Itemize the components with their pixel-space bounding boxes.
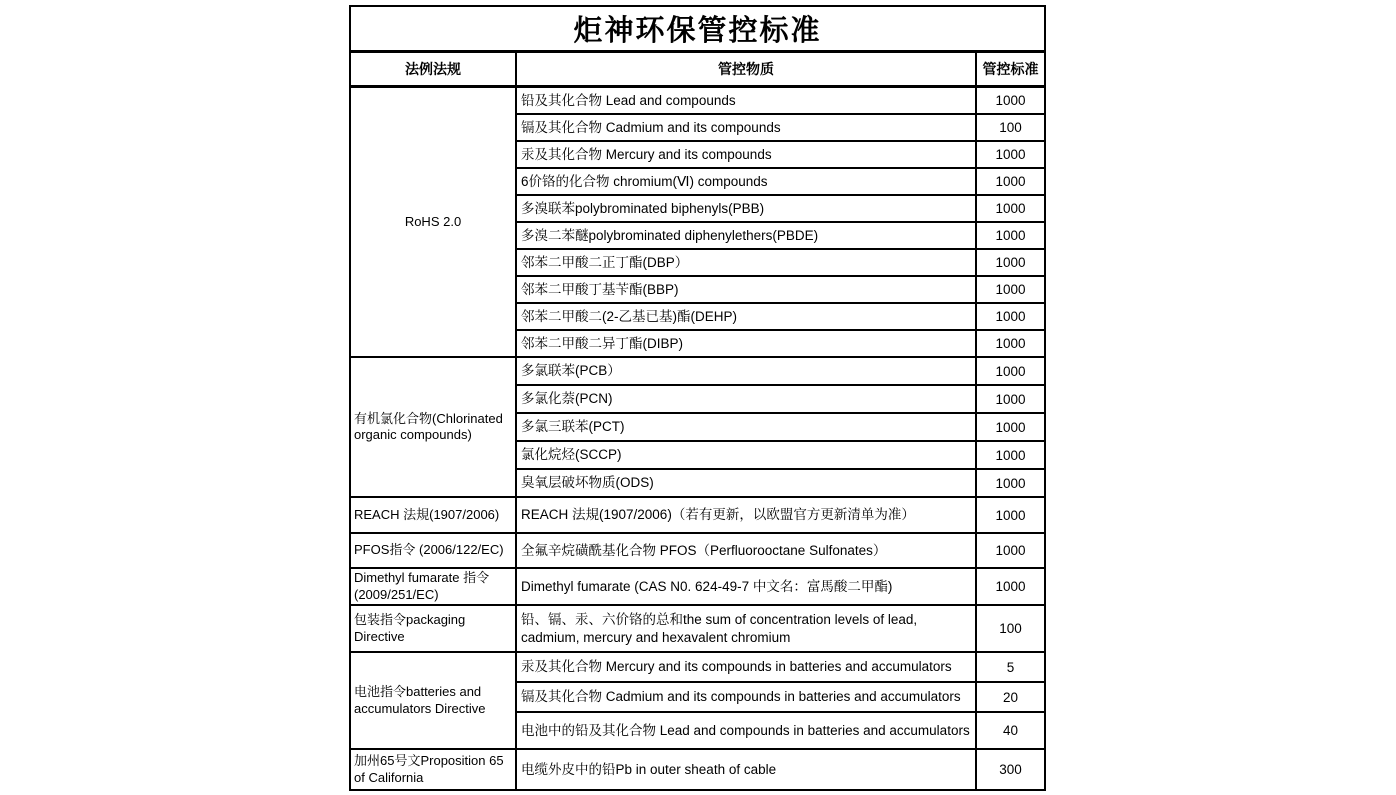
substance-cell: 汞及其化合物 Mercury and its compounds in batteries and accumulators: [516, 652, 976, 682]
substance-cell: 邻苯二甲酸二正丁酯(DBP）: [516, 249, 976, 276]
substance-cell: 邻苯二甲酸丁基苄酯(BBP): [516, 276, 976, 303]
page-title: 炬神环保管控标准: [350, 6, 1045, 52]
limit-cell: 100: [976, 114, 1045, 141]
limit-cell: 1000: [976, 222, 1045, 249]
limit-cell: 1000: [976, 357, 1045, 385]
limit-cell: 1000: [976, 413, 1045, 441]
limit-cell: 5: [976, 652, 1045, 682]
substance-cell: 多氯化萘(PCN): [516, 385, 976, 413]
limit-cell: 100: [976, 605, 1045, 652]
law-cell-batteries: 电池指令batteries and accumulators Directive: [350, 652, 516, 749]
substance-cell: 镉及其化合物 Cadmium and its compounds: [516, 114, 976, 141]
substance-cell: 铅、镉、汞、六价铬的总和the sum of concentration levels of lead, cadmium, mercury and hexavalent chromium: [516, 605, 976, 652]
substance-cell: 铅及其化合物 Lead and compounds: [516, 87, 976, 115]
limit-cell: 1000: [976, 303, 1045, 330]
substance-cell: REACH 法規(1907/2006)（若有更新，以欧盟官方更新清单为准）: [516, 497, 976, 533]
substance-cell: 电池中的铅及其化合物 Lead and compounds in batteries and accumulators: [516, 712, 976, 749]
substance-cell: 全氟辛烷磺酰基化合物 PFOS（Perfluorooctane Sulfonates）: [516, 533, 976, 568]
limit-cell: 1000: [976, 195, 1045, 222]
law-cell-chlorinated: 有机氯化合物(Chlorinated organic compounds): [350, 357, 516, 497]
substance-cell: 电缆外皮中的铅Pb in outer sheath of cable: [516, 749, 976, 790]
document-sheet: [349, 5, 1046, 791]
limit-cell: 1000: [976, 497, 1045, 533]
law-cell-pfos: PFOS指令 (2006/122/EC): [350, 533, 516, 568]
limit-cell: 20: [976, 682, 1045, 712]
standards-table: [349, 5, 1046, 791]
law-cell-rohs: RoHS 2.0: [350, 87, 516, 358]
limit-cell: 1000: [976, 141, 1045, 168]
limit-cell: 1000: [976, 249, 1045, 276]
limit-cell: 1000: [976, 330, 1045, 357]
limit-cell: 1000: [976, 441, 1045, 469]
substance-cell: 多氯联苯(PCB）: [516, 357, 976, 385]
law-cell-dimethyl-fumarate: Dimethyl fumarate 指令 (2009/251/EC): [350, 568, 516, 605]
law-cell-reach: REACH 法規(1907/2006): [350, 497, 516, 533]
limit-cell: 1000: [976, 168, 1045, 195]
limit-cell: 1000: [976, 276, 1045, 303]
substance-cell: 镉及其化合物 Cadmium and its compounds in batteries and accumulators: [516, 682, 976, 712]
law-cell-packaging: 包装指令packaging Directive: [350, 605, 516, 652]
limit-cell: 40: [976, 712, 1045, 749]
substance-cell: 多溴联苯polybrominated biphenyls(PBB): [516, 195, 976, 222]
substance-cell: 多氯三联苯(PCT): [516, 413, 976, 441]
substance-cell: 邻苯二甲酸二异丁酯(DIBP): [516, 330, 976, 357]
substance-cell: 6价铬的化合物 chromium(Ⅵ) compounds: [516, 168, 976, 195]
limit-cell: 1000: [976, 87, 1045, 115]
limit-cell: 1000: [976, 469, 1045, 497]
limit-cell: 1000: [976, 385, 1045, 413]
limit-cell: 1000: [976, 568, 1045, 605]
law-cell-prop65: 加州65号文Proposition 65 of California: [350, 749, 516, 790]
substance-cell: 多溴二苯醚polybrominated diphenylethers(PBDE): [516, 222, 976, 249]
substance-cell: 臭氧层破坏物质(ODS): [516, 469, 976, 497]
substance-cell: 汞及其化合物 Mercury and its compounds: [516, 141, 976, 168]
limit-cell: 1000: [976, 533, 1045, 568]
limit-cell: 300: [976, 749, 1045, 790]
substance-cell: 邻苯二甲酸二(2-乙基已基)酯(DEHP): [516, 303, 976, 330]
substance-cell: 氯化烷烃(SCCP): [516, 441, 976, 469]
column-header-limit: 管控标准: [976, 52, 1045, 87]
column-header-law: 法例法规: [350, 52, 516, 87]
column-header-substance: 管控物质: [516, 52, 976, 87]
substance-cell: Dimethyl fumarate (CAS N0. 624-49-7 中文名：富馬酸二甲酯): [516, 568, 976, 605]
